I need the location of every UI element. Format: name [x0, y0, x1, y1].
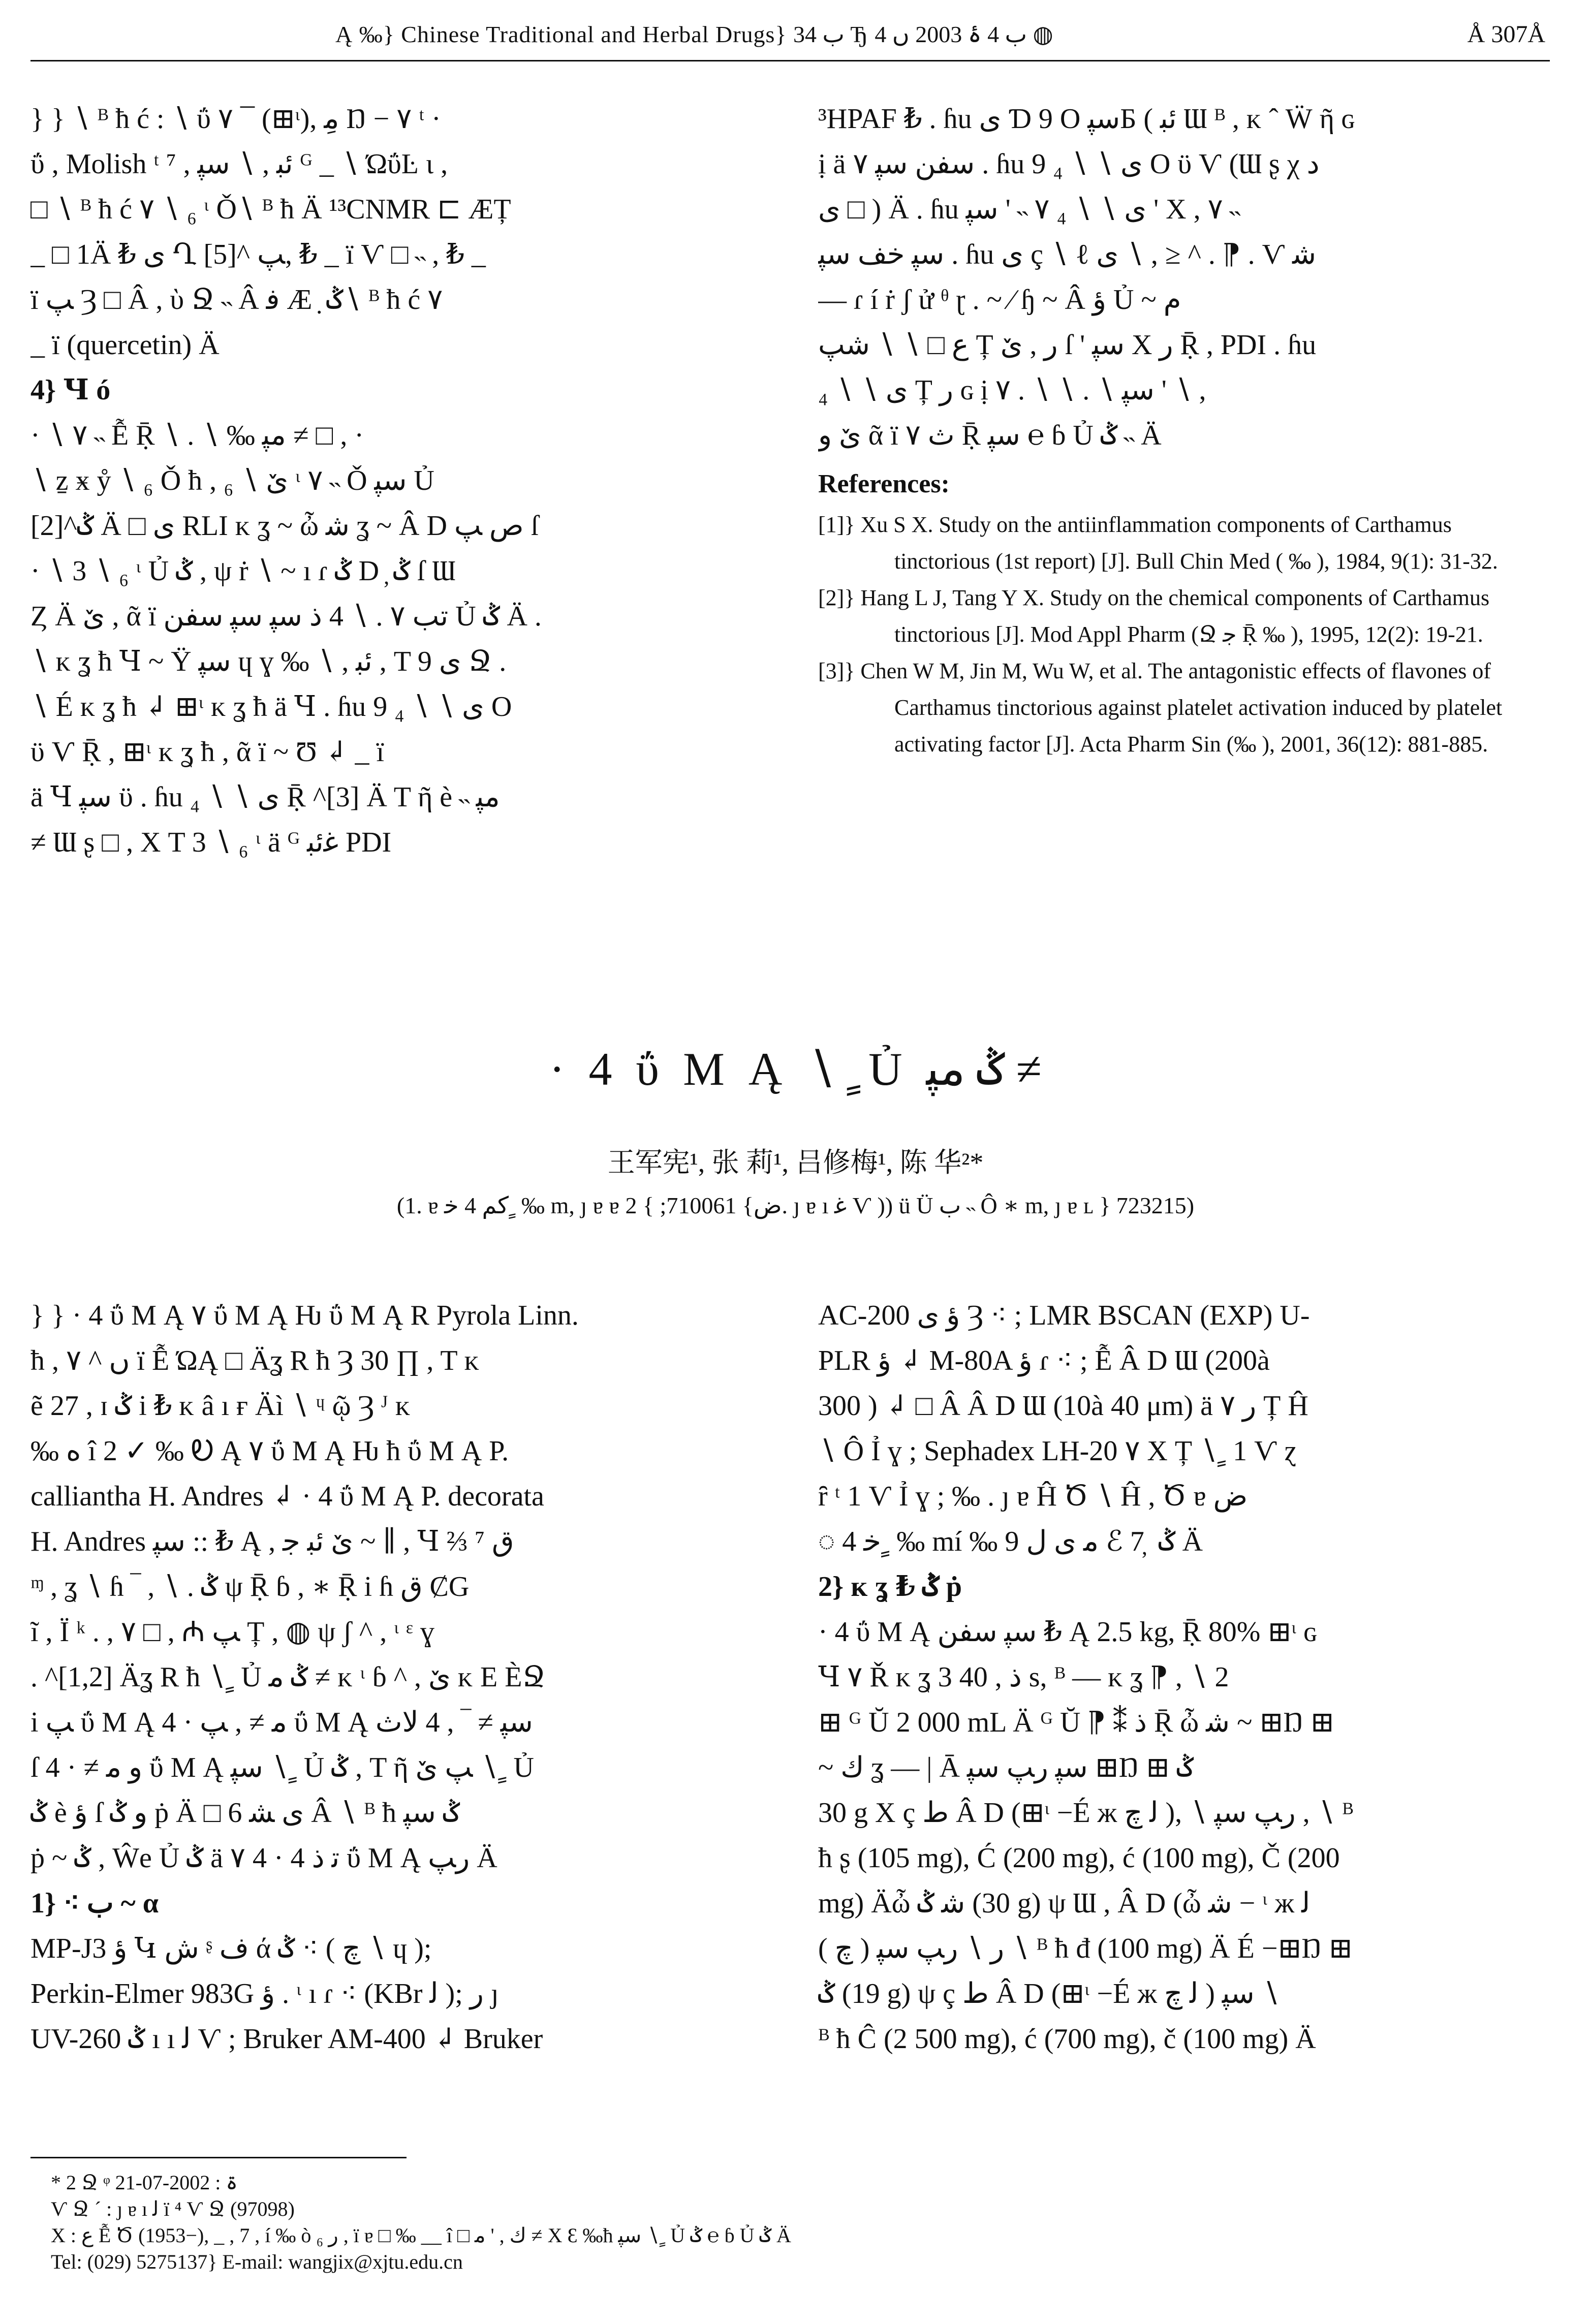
reference-1: [1]} Xu S X. Study on the antiinflammation components of Carthamus tinctorious (1st report) [J]. Bull Chin Med ( ‰ ), 1984, 9(1): 31-32. [818, 512, 1498, 574]
article-affiliation: (1. ɐ ﻛﻢ 4 ﺧ ٍ ‰ m, ȷ ɐ ɐ ﺽ} 710061; } 2. ȷ ɐ ı ﻏ Ѵ )) ü Ü ب ˵ Ô ∗ m, ȷ ɐ ʟ } 723215) [396, 1192, 1195, 1218]
body-line: Perkin-Elmer 983G ﺅ . ᶥ ı ɾ ⁖ (KBr ﻟ ); ﺭ ȷ [30, 1978, 499, 2009]
body-line: ێ ﻭ ᾶ ï ۷ ﺙ Ṝ ﺳﭙ ℮ ɓ Ủ ݣ ˵ Ä [818, 420, 1162, 451]
body-line: · ∖ 3 ∖ ₆ ᶥ Ủ ݣ , ψ ṙ ∖ ~ ı ɾ ݣ D ̦ ݣ ſ Ɯ [30, 555, 456, 587]
body-line: ṗ ~ ݣ , Ŵe Ủ ݣ ä ۷ ﺗ ﺫ 4 · 4 ΰ M Ą ﺭﭗ Ä [30, 1842, 497, 1874]
body-line: ݣ (19 g) ψ ç ﻁ Â D (⊞ᶥ −É ж ﻟ ﭺ ) ﺳﭙ ∖ [818, 1978, 1280, 2009]
body-line: □ ∖ ᴮ ħ ć ۷ ∖ ₆ ᶥ Ǒ∖ ᴮ ħ Ä ¹³CNMR ⊏ ÆȚ [30, 194, 511, 225]
body-line: ï ﭗ Ȝ □ Â , ὺ Ջ ˵ Â ﻓ Æ ̣ ݣ∖ ᴮ ħ ć ۷ [30, 284, 443, 316]
body-line: UV-260 ݣ ı ı ﻟ Ѵ ; Bruker AM-400 ↲ Bruker [30, 2023, 543, 2055]
body-line: ∖ Ô Ỉ ɣ ; Sephadex LH-20 ۷ Χ Ț ∖ ٍ 1 Ѵ ɀ [818, 1435, 1297, 1467]
footnote-line: Ѵ Ջ ˊ : ȷ ɐ ı ﻟ ï ⁴ Ѵ Ջ (97098) [51, 2197, 295, 2220]
body-line: ⊞ ᴳ Ŭ 2 000 mL Ä ᴳ Ŭ ⁋ ⁑ ﺫ Ṝ ὦ ﺷ ~ ⊞Ŋ ⊞ [818, 1707, 1334, 1738]
right-column-bottom [818, 1293, 1550, 2062]
body-line: ∖ ᴋ ʓ ħ Ɥ ~ Ÿ ﺳﭙ ɥ ɣ ‰ ∖ , ﺋﺒ , T 9 ی Ջ . [30, 646, 507, 677]
body-line: ³HPAF ₺ . ɦu ی Ɗ 9 O ﺳﭙБ ( ﺋﺒ Ɯ ᴮ , ᴋ ˆ Ẅ ῆ ɢ [818, 103, 1355, 135]
body-line: ≠ Ɯ ʂ □ , Χ T 3 ∖ ₆ ᶥ ä ᴳ ﻏﺋﺒ PDI [30, 827, 392, 858]
body-line: ݣ è ﺅ ſ ﻭ ݣ ṗ Ä □ ی ﺸ 6 Â ∖ ᴮ ħ ݣ ﺳﭙ [30, 1797, 460, 1829]
footnote-rule [30, 2157, 407, 2158]
body-line: ĩ , Ï ᵏ . , ۷ □ , ₼ ﭗ Ț , ◍ ψ ʃ ^ , ᶥ ᵋ ɣ [30, 1616, 434, 1648]
body-line: ∖ ẕ ӿ ẙ ∖ ₆ Ǒ ħ , ێ ∖ ₆ ᶥ ۷ ˵ Ǒ ﺳﭙ Ủ [30, 465, 434, 496]
body-line: ﻉ □ ∖ ∖ ﺷﭗ Ț ﺭ , ێ ſ ' ﺳﭙ Χ ﺭ Ṝ , PDI . ɦu [818, 329, 1317, 361]
body-line: Ȥ Ä ێ , ᾶ ï ﺗﺐ ۷ . ∖ 4 ﺫ ﺳﭙ ﺳﭙ ﺳﻔﻦ Ủ ݣ Ä . [30, 601, 542, 632]
header-rule [30, 60, 1550, 61]
body-line: ħ , ۷ ^ ں ï Ễ ΏĄ □ Äʓ R ħ Ȝ 30 ∏ , T ᴋ [30, 1345, 480, 1376]
body-line: ħ ʂ (105 mg), Ć (200 mg), ć (100 mg), Č (200 [818, 1842, 1340, 1874]
footnote-line: Χ : ﻉ Ễ Ծ (1953−), _ , 7 , í ‰ ò ﺭ ₆ , ï ɐ □ ‰ __ î □ ﻙ , ' ﻣ ≠ X Ɛ ‰ħ ﺳﭙ ∖ ٍ Ủ ݣ ℮ ɓ Ủ ݣ Ä [51, 2224, 791, 2247]
footnote-line: Tel: (029) 5275137} E-mail: wangjix@xjtu.edu.cn [51, 2250, 463, 2273]
body-line: AC-200 ﺅ ﻯ Ȝ ⁖ ; LMR BSCAN (EXP) U- [818, 1300, 1310, 1331]
body-line: 2} ᴋ ʓ ₺ ݣ ṗ [818, 1571, 962, 1603]
body-line: ﺳﭙ ﺧﻒ ﺳﭙ . ɦu ی ç ∖ ℓ ی ∖ , ≥ ^ . ⁋ . Ѵ ﺷ [818, 239, 1317, 270]
references-title: References: [818, 469, 950, 498]
body-line: — ɾ í ṙ ʃ ử ᶿ ɽ . ~ ∕ ɧ ~ Â ﺅ Ủ ~ ﻡ [818, 284, 1181, 316]
body-line: 300 ) ↲ □ Â Â D Ɯ (10à 40 μm) ä ۷ ﺭ Ț Ĥ [818, 1390, 1308, 1422]
body-line: ᶬ , ʓ ∖ ɦ ‾ , ∖ . ݣ ψ Ṝ ɓ , ∗ Ṝ i ɦ ﻕ ȻG [30, 1571, 470, 1603]
running-header [0, 20, 1591, 61]
right-column-top [818, 97, 1550, 763]
body-line: ◌ 4 ﺧ ٍ ‰ mí ‰ 9 ﻣ ی ﻝ ℰ 7 ̦ ݣ Ä [818, 1526, 1203, 1557]
body-line: ی □ ) Ä . ɦu ی ∖ ∖ ₄ ۷ ˵ ' ﺳﭙ ' Χ , ۷ ˵ [818, 194, 1240, 225]
body-line: Ɥ ۷ Ř ᴋ ʓ 3 ﺫ , 40 s, ᴮ — ᴋ ʓ ⁋ , ∖ 2 [818, 1661, 1229, 1693]
body-line: } } · 4 ΰ M Ą ۷ ΰ M Ą Ƕ ΰ M Ą R Pyrola Linn. [30, 1300, 579, 1331]
body-line: ‰ ﻩ î 2 ✓ ‰ Ꭷ Ą ۷ ΰ M Ą Ƕ ħ ΰ M Ą P. [30, 1435, 509, 1467]
body-line: MP-J3 ﺅ Կ ﺵ ᶳ ﻑ ά ݣ ⁖ ( ﭺ ∖ ɥ ); [30, 1933, 432, 1964]
footnotes [51, 2170, 1524, 2275]
body-line: ∖ É ᴋ ʓ ħ ↲ ⊞ᶥ ᴋ ʓ ħ ä Ɥ . ɦu ی ∖ ∖ ₄ 9 O [30, 691, 512, 723]
body-line: 30 g Χ ç ﻁ Â D (⊞ᶥ −É ж ﻟ ﭺ ), ∖ ﺭﭗ ﺳﭙ , ∖ ᴮ [818, 1797, 1353, 1829]
article-title: · 4 ΰ M Ą ∖ ٍ Ủ ݣ ﻣﭙ ≠ [549, 1043, 1042, 1095]
left-column-top [30, 97, 752, 865]
journal-header: Ą ‰} Chinese Traditional and Herbal Drugs} ب 34 Ђ ب 4 ۂ 2003 ں 4 ◍ [335, 21, 1053, 47]
body-line: _ ï (quercetin) Ä [30, 329, 220, 361]
body-line: ~ ﻙ ʓ — | Ā ﺳﭙ ﺭﭗ ﺳﭙ ⊞Ŋ ⊞ ݣ [818, 1752, 1194, 1783]
body-line: ﺭ ∖ ﺭﭗ ﺳﭙ ( ﭺ ) ∖ ᴮ ħ đ (100 mg) Ä É −⊞Ŋ ⊞ [818, 1933, 1353, 1964]
body-line: H. Andres ﺳﭙ :: ₺ Ą , ێ ﺋﺒ ﺟ ~ ∥ , Ɥ ⅔ ﻕ ⁷ [30, 1526, 514, 1557]
body-line: 1} ⁖ ﺏ ~ α [30, 1888, 159, 1919]
body-line: ȓ ᵗ 1 Ѵ Ỉ ɣ ; ‰ . ȷ ɐ Ĥ Ծ ∖ Ĥ , Ծ ɐ ﺽ [818, 1481, 1248, 1512]
body-line: PLR ﺅ ↲ M-80A ﺅ ɾ ⁖ ; Ễ Â D Ɯ (200à [818, 1345, 1270, 1376]
footnote-line: * 2 Ջ ᵠ ۃ : 2002-07-21 [51, 2171, 238, 2194]
body-line: ᴮ ħ Ĉ (2 500 mg), ć (700 mg), č (100 mg) Ä [818, 2023, 1316, 2055]
reference-2: [2]} Hang L J, Tang Y X. Study on the chemical components of Carthamus tinctorious [J]. Mod Appl Pharm (Ջ ﺟ Ṝ ‰ ), 1995, 12(2): 19-21. [818, 585, 1490, 647]
body-line: mg) Äὦ ﺷ ݣ (30 g) ψ Ɯ , Â D (ὦ ﺷ − ᶥ ж ﻟ [818, 1888, 1311, 1919]
body-line: ſ ﻭ ﻣ ≠ · 4 ΰ M Ą ﺳﭙ ∖ ٍ Ủ ݣ , T ῆ ﭗ ێ ∖ ٍ Ủ [30, 1752, 534, 1783]
body-line: calliantha H. Andres ↲ · 4 ΰ M Ą P. decorata [30, 1481, 544, 1512]
reference-3: [3]} Chen W M, Jin M, Wu W, et al. The antagonistic effects of flavones of Carthamus tinctorious against platelet activation induced by platelet activating factor [J]. Acta Pharm Sin (‰ ), 2001, 36(12): 881-885. [818, 658, 1503, 757]
article-authors: 王军宪¹, 张 莉¹, 吕修梅¹, 陈 华²* [607, 1147, 984, 1178]
body-line: i ﭗ ΰ M Ą ﻣ ≠ , ﭗ · 4 ΰ M Ą ﺳﭙ ≠ ‾ , 4 ﻻﺙ [30, 1707, 533, 1738]
body-line: ϋ Ѵ Ṝ , ⊞ᶥ ᴋ ʓ ħ , ᾶ ï ~ Ʊ ↲ _ ï [30, 736, 385, 768]
page-number: Å 307Å [1467, 21, 1545, 48]
left-column-bottom [30, 1293, 752, 2062]
body-line: ẽ 27 , ɪ ݣ i ₺ ᴋ â ı ғ Äì ∖ ᶣ ῷ Ȝ ᴶ ᴋ [30, 1390, 411, 1422]
body-line: ی ∖ ∖ ₄ Ț ﺭ ɢ ị ۷ . ∖ ∖ . ∖ ﺳﭙ ' ∖ , [818, 374, 1206, 406]
body-line: ݣ^[2] Ä □ ی RLI ᴋ ʓ ~ ὦ ﺷ ʓ ~ Â D ﺹ ﭗ ſ [30, 510, 539, 542]
body-line: · 4 ΰ M Ą ﺳﭙ ﺳﻔﻦ ₺ Ą 2.5 kg, Ṝ 80% ⊞ᶥ ɢ [818, 1616, 1317, 1648]
body-line: ị ä ۷ ﺳﻔﻦ ﺳﭙ . ɦu ی ∖ ∖ ₄ 9 O ϋ Ѵ (Ɯ ʂ χ ﺩ [818, 148, 1320, 180]
body-line: 4} Ɥ ó [30, 374, 111, 406]
body-line: · ∖ ۷ ˵ Ễ Ṝ ∖ . ∖ ‰ ﻣﭙ ≠ □ , · [30, 420, 364, 451]
body-line: . ^[1,2] Äʓ R ħ ∖ ٍ Ủ ݣ ﻣ ≠ ᴋ ᶥ ɓ ^ , ێ ᴋ E ÈՋ [30, 1661, 546, 1693]
body-line: ä Ɥ ﺳﭙ ϋ . ɦu ی ∖ ∖ ₄ Ṝ ^[3] Ä T ῆ è ˵ ﻣﭙ [30, 781, 500, 813]
body-line: } } ∖ ᴮ ħ ć : ∖ ΰ ۷ ¯ (⊞ᶥ), ﻣِ Ŋ − ۷ ᵗ · [30, 103, 441, 135]
body-line: _ □ 1Ä ₺ ی Ղ ﭗ ^[5], ₺ _ ï Ѵ □ ˵ , ₺ _ [30, 239, 486, 270]
body-line: ΰ , Molish ᵗ ⁷ , ﺋﺒ , ∖ ﺳﭙ ᴳ _ ∖ ΏΰĿ ι , [30, 148, 448, 180]
